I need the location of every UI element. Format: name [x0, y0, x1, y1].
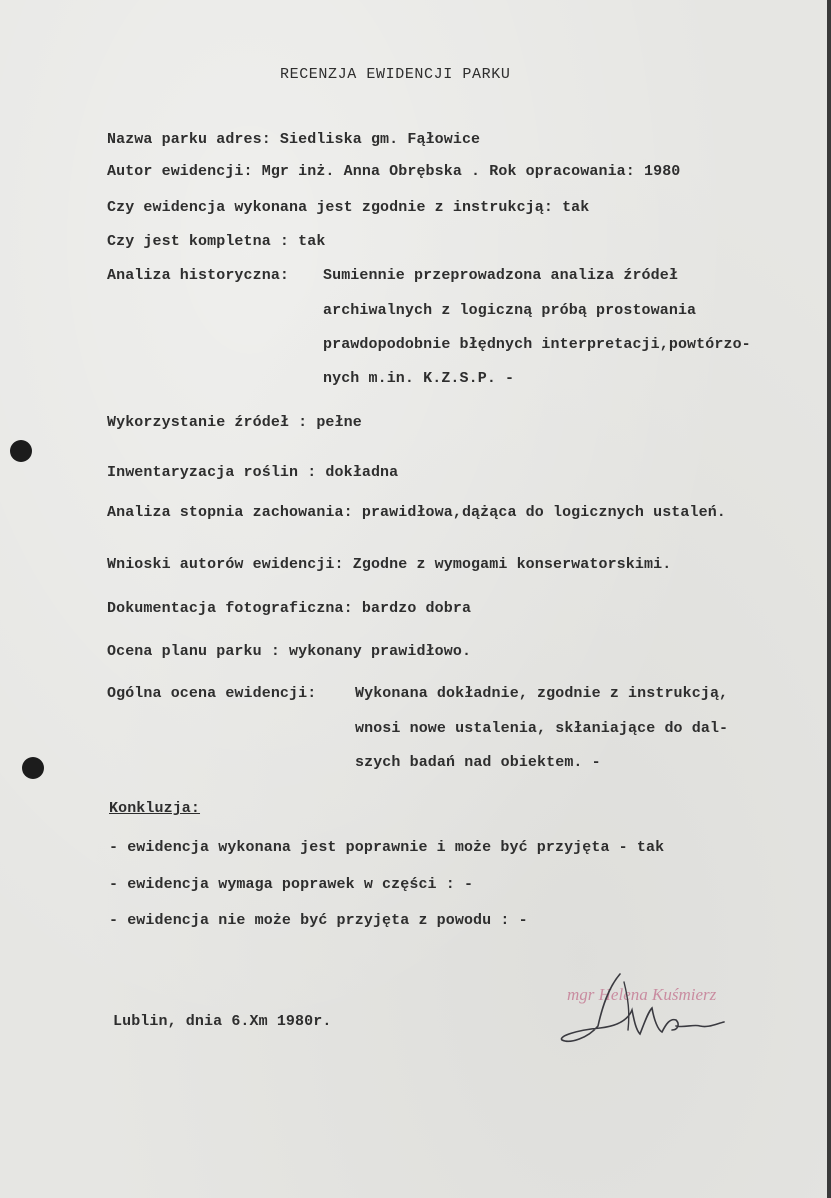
historical-line: archiwalnych z logiczną próbą prostowania	[323, 302, 697, 319]
photo-documentation: Dokumentacja fotograficzna: bardzo dobra	[107, 600, 472, 617]
authors-conclusions: Wnioski autorów ewidencji: Zgodne z wymogami konserwatorskimi.	[107, 556, 672, 573]
page-edge	[827, 0, 831, 1198]
historical-analysis-label: Analiza historyczna:	[107, 267, 290, 284]
plan-evaluation: Ocena planu parku : wykonany prawidłowo.	[107, 643, 472, 660]
historical-line: nych m.in. K.Z.S.P. -	[323, 370, 515, 387]
conclusion-item: - ewidencja wymaga poprawek w części : -	[109, 876, 474, 893]
plant-inventory: Inwentaryzacja roślin : dokładna	[107, 464, 399, 481]
name-stamp: mgr Helena Kuśmierz	[567, 985, 717, 1004]
conclusion-item: - ewidencja wykonana jest poprawnie i może być przyjęta - tak	[109, 839, 665, 856]
place-date: Lublin, dnia 6.Xm 1980r.	[113, 1013, 332, 1030]
historical-line: Sumiennie przeprowadzona analiza źródeł	[323, 267, 678, 284]
compliance-line: Czy ewidencja wykonana jest zgodnie z instrukcją: tak	[107, 199, 590, 216]
completeness-line: Czy jest kompletna : tak	[107, 233, 326, 250]
general-line: Wykonana dokładnie, zgodnie z instrukcją,	[355, 685, 729, 702]
general-line: szych badań nad obiektem. -	[355, 754, 601, 771]
park-name-address: Nazwa parku adres: Siedliska gm. Fąłowice	[107, 131, 481, 148]
punch-hole-bottom	[22, 757, 44, 779]
conclusion-item: - ewidencja nie może być przyjęta z powodu : -	[109, 912, 528, 929]
preservation-analysis: Analiza stopnia zachowania: prawidłowa,dążąca do logicznych ustaleń.	[107, 504, 726, 521]
punch-hole-top	[10, 440, 32, 462]
general-evaluation-label: Ogólna ocena ewidencji:	[107, 685, 317, 702]
historical-line: prawdopodobnie błędnych interpretacji,powtórzo-	[323, 336, 751, 353]
author-year: Autor ewidencji: Mgr inż. Anna Obrębska . Rok opracowania: 1980	[107, 163, 681, 180]
handwritten-signature	[558, 968, 728, 1050]
general-line: wnosi nowe ustalenia, skłaniające do dal-	[355, 720, 729, 737]
document-title: RECENZJA EWIDENCJI PARKU	[280, 66, 511, 83]
sources-usage: Wykorzystanie źródeł : pełne	[107, 414, 362, 431]
conclusion-heading: Konkluzja:	[109, 800, 201, 817]
